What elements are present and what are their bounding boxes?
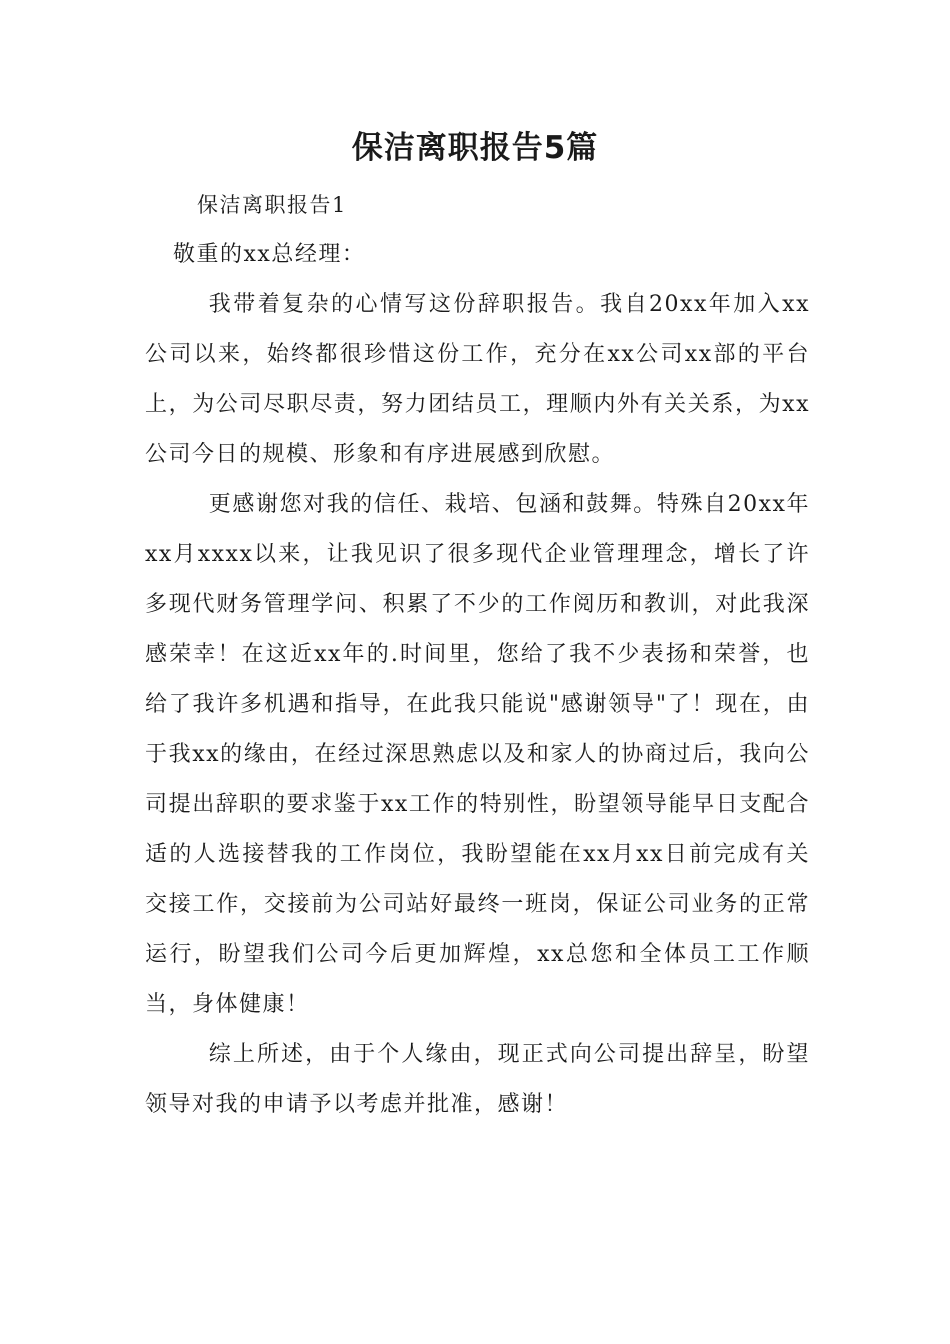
paragraph-2: 更感谢您对我的信任、栽培、包涵和鼓舞。特殊自20xx年xx月xxxx以来，让我见识了很多现代企业管理理念，增长了许多现代财务管理学问、积累了不少的工作阅历和教训，对此我深感荣幸！在这近xx年的.时间里，您给了我不少表扬和荣誉，也给了我许多机遇和指导，在此我只能说"感谢领导"了！现在，由于我xx的缘由，在经过深思熟虑以及和家人的协商过后，我向公司提出辞职的要求鉴于xx工作的特别性，盼望领导能早日支配合适的人选接替我的工作岗位，我盼望能在xx月xx日前完成有关交接工作，交接前为公司站好最终一班岗，保证公司业务的正常运行，盼望我们公司今后更加辉煌，xx总您和全体员工工作顺当，身体健康！ (145, 492, 810, 1017)
paragraph-3: 综上所述，由于个人缘由，现正式向公司提出辞呈，盼望领导对我的申请予以考虑并批准，感谢！ (145, 1042, 810, 1117)
paragraph-1: 我带着复杂的心情写这份辞职报告。我自20xx年加入xx公司以来，始终都很珍惜这份工作，充分在xx公司xx部的平台上，为公司尽职尽责，努力团结员工，理顺内外有关关系，为xx公司今日的规模、形象和有序进展感到欣慰。 (145, 292, 810, 467)
section-heading: 保洁离职报告1 (197, 193, 347, 217)
document-body (145, 180, 810, 1130)
document-title: 保洁离职报告5篇 (351, 130, 599, 166)
salutation: 敬重的xx总经理： (173, 242, 366, 267)
